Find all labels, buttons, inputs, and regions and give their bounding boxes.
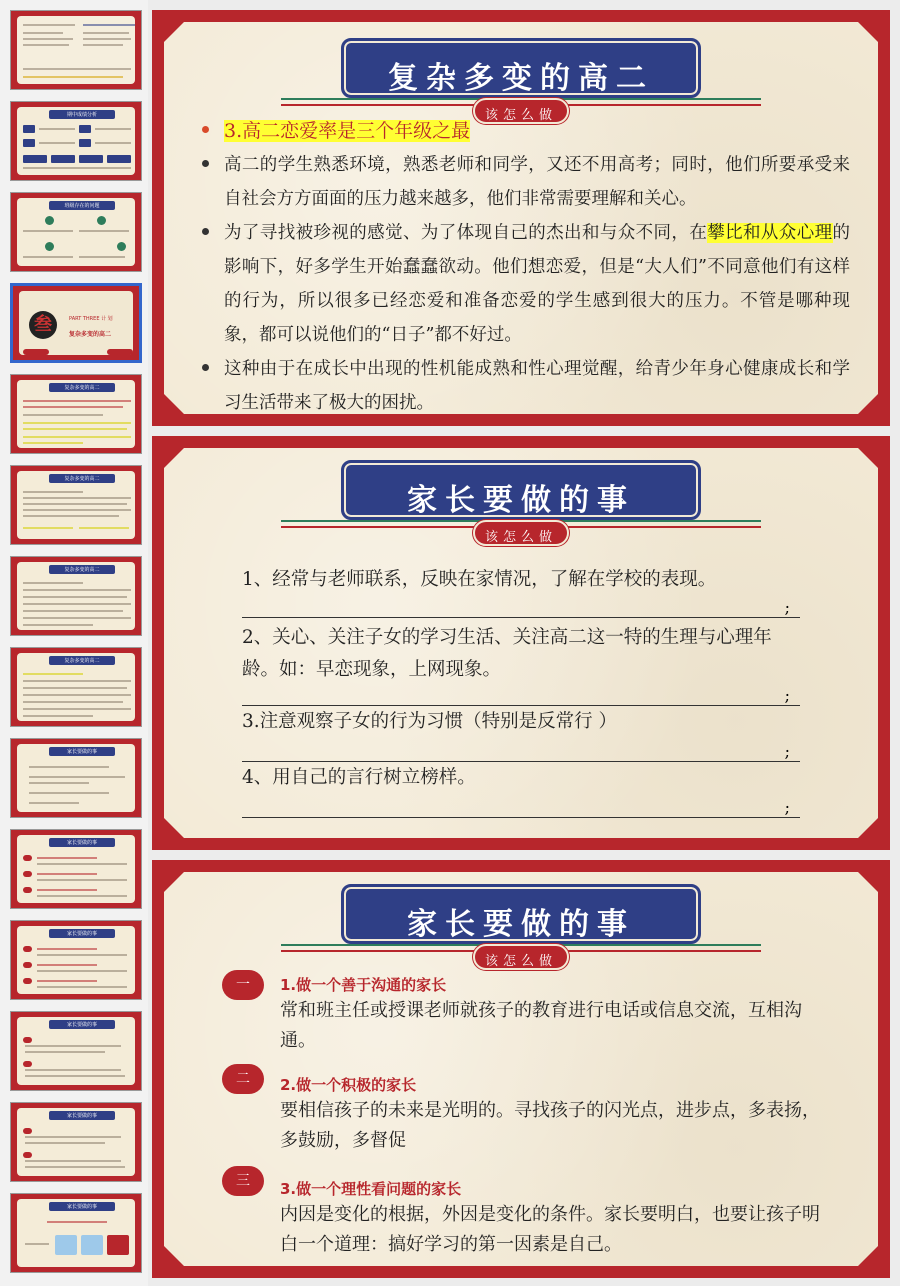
- part-three-emblem: 叁: [29, 311, 57, 339]
- slide-thumbnail-7[interactable]: 复杂多变的高二: [10, 556, 142, 636]
- slide-title: 家长要做的事: [407, 483, 635, 518]
- bullet-dot: [202, 126, 209, 133]
- slide-complex-grade-two[interactable]: [152, 10, 890, 426]
- task-line-1: 1、经常与老师联系，反映在家情况，了解在学校的表现。: [242, 569, 717, 590]
- slide-title-banner: [321, 452, 721, 552]
- slide-title: 家长要做的事: [407, 907, 635, 942]
- slide-parents-tasks-list[interactable]: [152, 436, 890, 850]
- task-underline: ;: [242, 742, 800, 762]
- slide-thumbnail-14[interactable]: 家长要做的事: [10, 1193, 142, 1273]
- item-heading: 2.做一个积极的家长: [280, 1076, 417, 1094]
- task-line-3: 3.注意观察子女的行为习惯（特别是反常行 ）: [242, 711, 618, 732]
- slide-thumbnail-4[interactable]: 叁 PART THREE 计 划 复杂多变的高二: [10, 283, 142, 363]
- task-line-4: 4、用自己的言行树立榜样。: [242, 767, 476, 788]
- bullet-item: 为了寻找被珍视的感觉、为了体现自己的杰出和与众不同，在攀比和从众心理的影响下，好多学生开始蠢蠢欲动。他们想恋爱，但是“大人们”不同意他们有这样的行为，所以很多已经恋爱和准备恋爱的学生感到很大的压力。不管是哪种现象，都可以说他们的“日子”都不好过。: [200, 216, 850, 352]
- subtitle-pill: 该怎么做: [473, 944, 569, 970]
- item-number-badge: 二: [222, 1064, 264, 1094]
- slide-thumbnail-1[interactable]: [10, 10, 142, 90]
- slide-thumbnail-5[interactable]: 复杂多变的高二: [10, 374, 142, 454]
- item-heading: 3.做一个理性看问题的家长: [280, 1180, 462, 1198]
- task-underline: ;: [242, 686, 800, 706]
- slide-thumbnail-11[interactable]: 家长要做的事: [10, 920, 142, 1000]
- slide-thumbnail-9[interactable]: 家长要做的事: [10, 738, 142, 818]
- slide-thumbnail-2[interactable]: 期中成绩分析: [10, 101, 142, 181]
- bullet-dot: [202, 160, 209, 167]
- bullet-dot: [202, 364, 209, 371]
- task-line-2: 2、关心、关注子女的学习生活、关注高二这一特的生理与心理年龄。如：早恋现象，上网现象。: [242, 627, 772, 680]
- slide-parents-tasks-roles[interactable]: [152, 860, 890, 1278]
- subtitle-pill: 该怎么做: [473, 520, 569, 546]
- bullet-item: 高二的学生熟悉环境，熟悉老师和同学，又还不用高考；同时，他们所要承受来自社会方方面面的压力越来越多，他们非常需要理解和关心。: [200, 148, 850, 216]
- slide-thumbnail-3[interactable]: 班级存在的问题: [10, 192, 142, 272]
- bullet-item: 3.高二恋爱率是三个年级之最: [200, 114, 850, 148]
- slide-thumbnail-8[interactable]: 复杂多变的高二: [10, 647, 142, 727]
- task-underline: ;: [242, 798, 800, 818]
- item-number-badge: 三: [222, 1166, 264, 1196]
- item-body: 要相信孩子的未来是光明的。寻找孩子的闪光点，进步点，多表扬，多鼓励，多督促: [280, 1100, 820, 1151]
- subtitle-pill: 该怎么做: [473, 98, 569, 124]
- item-number-badge: 一: [222, 970, 264, 1000]
- slide-thumbnail-10[interactable]: 家长要做的事: [10, 829, 142, 909]
- item-body: 常和班主任或授课老师就孩子的教育进行电话或信息交流，互相沟通。: [280, 1000, 802, 1051]
- item-heading: 1.做一个善于沟通的家长: [280, 976, 447, 994]
- bullet-dot: [202, 228, 209, 235]
- item-body: 内因是变化的根据，外因是变化的条件。家长要明白，也要让孩子明白一个道理：搞好学习的第一因素是自己。: [280, 1204, 820, 1255]
- bullet-list: [200, 114, 850, 420]
- slide-thumbnail-panel: [0, 0, 148, 1286]
- slide-thumbnail-12[interactable]: 家长要做的事: [10, 1011, 142, 1091]
- slide-thumbnail-13[interactable]: 家长要做的事: [10, 1102, 142, 1182]
- bullet-item: 这种由于在成长中出现的性机能成熟和性心理觉醒，给青少年身心健康成长和学习生活带来了极大的困扰。: [200, 352, 850, 420]
- task-underline: ;: [242, 598, 800, 618]
- slide-title-banner: [321, 876, 721, 976]
- slide-thumbnail-6[interactable]: 复杂多变的高二: [10, 465, 142, 545]
- slide-title: 复杂多变的高二: [388, 61, 654, 96]
